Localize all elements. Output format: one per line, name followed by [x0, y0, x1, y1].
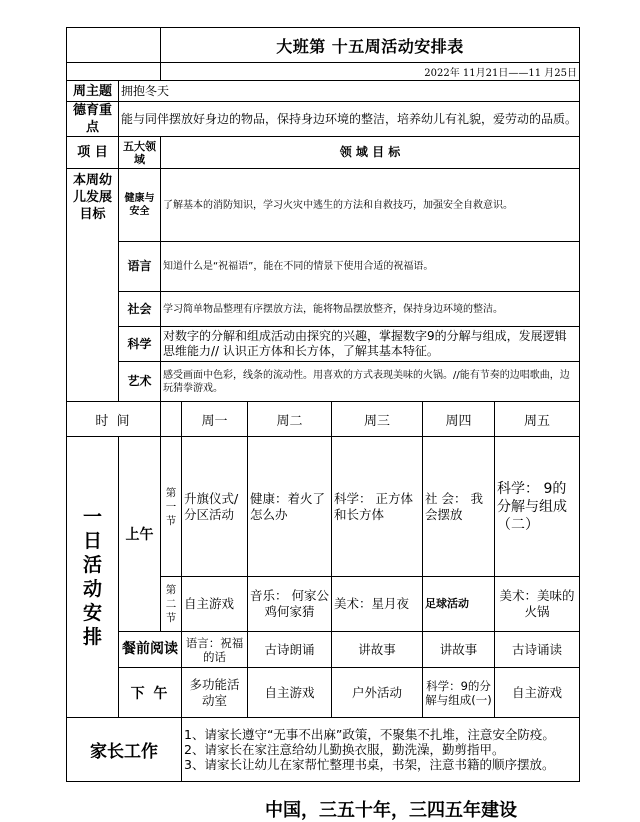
goal-text: 学习简单物品整理有序摆放方法，能将物品摆放整齐，保持身边环境的整洁。	[161, 292, 580, 327]
activity-cell: 语言：祝福的话	[182, 632, 248, 668]
blank-corner-2	[67, 63, 161, 81]
schedule-table	[66, 27, 580, 782]
goal-area: 科学	[119, 327, 161, 362]
period-label: 第一节	[161, 437, 182, 577]
time-blank	[161, 402, 182, 437]
activity-cell: 音乐： 何家公鸡何家猜	[248, 577, 332, 632]
parent-item: 3、请家长让幼儿在家帮忙整理书桌，书架，注意书籍的顺序摆放。	[184, 757, 555, 772]
activity-cell: 美术：星月夜	[332, 577, 423, 632]
day-header: 周四	[423, 402, 495, 437]
activity-cell: 讲故事	[332, 632, 423, 668]
moral-label: 德育重点	[67, 102, 119, 137]
item-header: 项 目	[67, 137, 119, 169]
parent-item: 1、请家长遵守“无事不出麻”政策，不聚集不扎堆，注意安全防疫。	[184, 727, 555, 742]
theme-label: 周主题	[67, 81, 119, 102]
day-header: 周一	[182, 402, 248, 437]
activity-cell: 科学： 正方体和长方体	[332, 437, 423, 577]
footer-text: 中国，三五十年，三四五年建设	[265, 800, 517, 821]
domain-goals-header: 领 域 目 标	[161, 137, 580, 169]
five-domains-header: 五大领域	[119, 137, 161, 169]
goals-label: 本周幼儿发展目标	[67, 169, 119, 402]
time-header: 时 间	[67, 402, 161, 437]
activity-cell: 美术：美味的火锅	[495, 577, 580, 632]
goal-text: 感受画面中色彩，线条的流动性。用喜欢的方式表现美味的火锅。//能有节奏的边唱歌曲，边玩猜拳游戏。	[161, 362, 580, 402]
day-header: 周五	[495, 402, 580, 437]
goal-area: 语言	[119, 242, 161, 292]
page-title: 大班第 十五周活动安排表	[161, 28, 580, 63]
parent-work-label: 家长工作	[67, 718, 182, 782]
goal-text: 了解基本的消防知识，学习火灾中逃生的方法和自救技巧，加强安全自救意识。	[161, 169, 580, 242]
parent-item: 2、请家长在家注意给幼儿勤换衣服，勤洗澡，勤剪指甲。	[184, 742, 505, 757]
activity-cell: 古诗诵读	[495, 632, 580, 668]
morning-label: 上午	[119, 437, 161, 632]
period-label: 第二节	[161, 577, 182, 632]
day-header: 周二	[248, 402, 332, 437]
activity-cell: 足球活动	[423, 577, 495, 632]
reading-label: 餐前阅读	[119, 632, 182, 668]
blank-corner	[67, 28, 161, 63]
activity-cell: 科学：9的分解与组成(一)	[423, 668, 495, 718]
parent-work-items	[182, 718, 580, 782]
goal-area: 健康与安全	[119, 169, 161, 242]
activity-cell: 升旗仪式/分区活动	[182, 437, 248, 577]
activity-cell: 多功能活动室	[182, 668, 248, 718]
goal-area: 艺术	[119, 362, 161, 402]
date-range: 2022年 11月21日——11 月25日	[161, 63, 580, 81]
afternoon-label: 下 午	[119, 668, 182, 718]
goal-area: 社会	[119, 292, 161, 327]
moral-value: 能与同伴摆放好身边的物品，保持身边环境的整洁，培养幼儿有礼貌，爱劳动的品质。	[119, 102, 580, 137]
goal-text: 知道什么是“祝福语”，能在不同的情景下使用合适的祝福语。	[161, 242, 580, 292]
activity-cell: 自主游戏	[248, 668, 332, 718]
activity-cell: 讲故事	[423, 632, 495, 668]
activity-cell: 科学： 9的分解与组成（二）	[495, 437, 580, 577]
activity-cell: 古诗朗诵	[248, 632, 332, 668]
activity-cell: 社 会： 我会摆放	[423, 437, 495, 577]
activity-cell: 健康：着火了怎么办	[248, 437, 332, 577]
activity-cell: 自主游戏	[495, 668, 580, 718]
activity-cell: 自主游戏	[182, 577, 248, 632]
activity-cell: 户外活动	[332, 668, 423, 718]
daily-activity-label: 一日活动安排	[67, 437, 119, 718]
day-header: 周三	[332, 402, 423, 437]
goal-text: 对数字的分解和组成活动由探究的兴趣，掌握数字9的分解与组成，发展逻辑思维能力// 认识正方体和长方体，了解其基本特征。	[161, 327, 580, 362]
theme-value: 拥抱冬天	[119, 81, 580, 102]
